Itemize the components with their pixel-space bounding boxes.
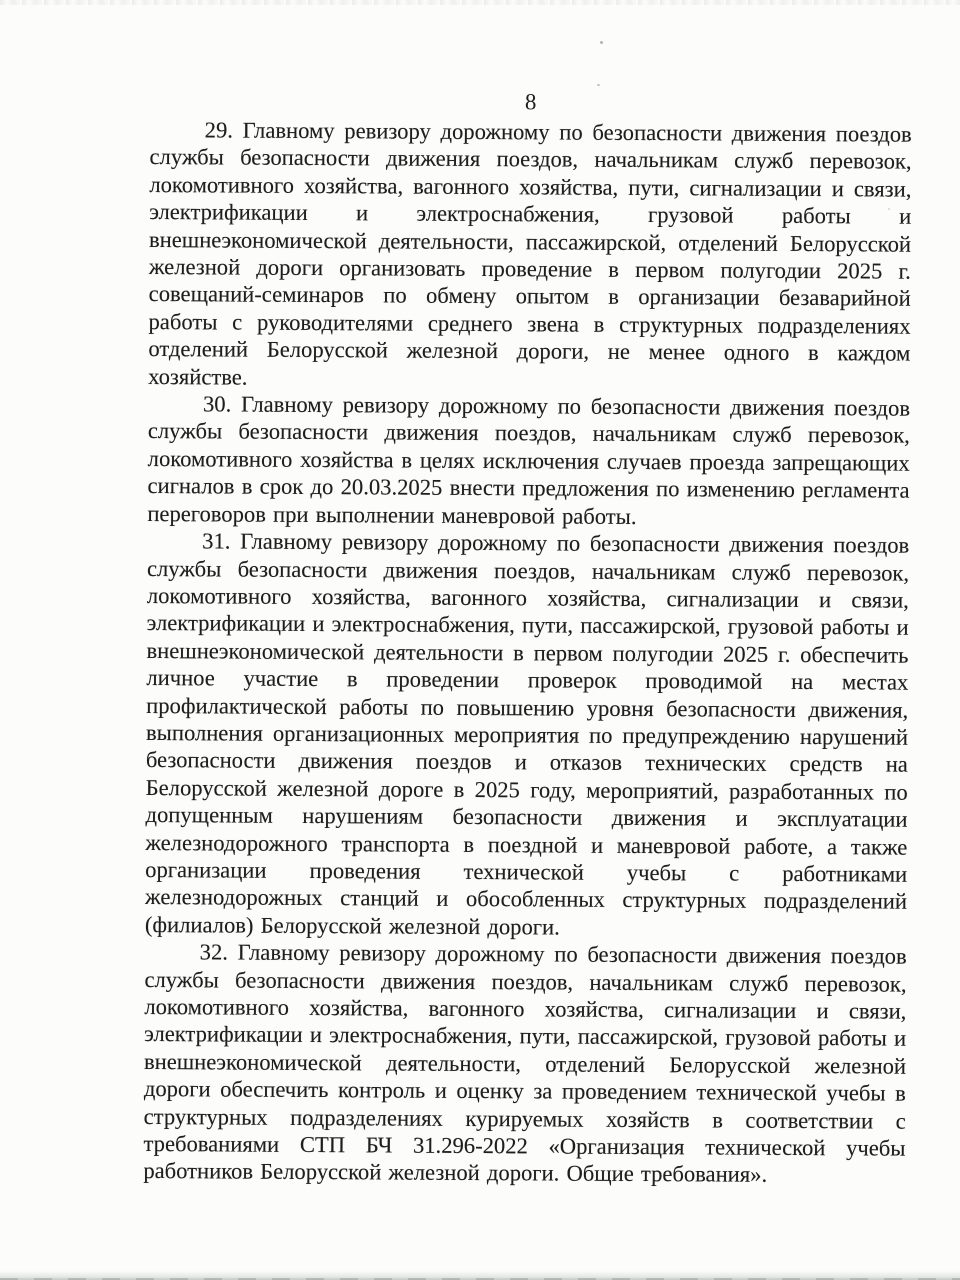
- paragraph-30: 30. Главному ревизору дорожному по безопасности движения поездов службы безопасности движения поездов, начальникам служб перевозок, локомотивного хозяйства в целях исключения случаев проезда запрещающих сигналов в срок до 20.03.2025 внести предложения по изменению регламента переговоров при выполнении маневровой работы.: [147, 391, 911, 529]
- scan-top-noise: [0, 0, 960, 5]
- paragraph-29: 29. Главному ревизору дорожному по безопасности движения поездов службы безопасности движения поездов, начальникам служб перевозок, локомотивного хозяйства, вагонного хозяйства, пути, сигнализации и связи, электрификации и электроснабжения, грузовой работы и внешнеэкономической деятельности, пассажирской, отделений Белорусской железной дороги организовать проведение в первом полугодии 2025 г. совещаний-семинаров по обмену опытом в организации безаварийной работы с руководителями среднего звена в структурных подразделениях отделений Белорусской железной дороги, не менее одного в каждом хозяйстве.: [148, 117, 912, 390]
- scan-bottom-edge: [0, 1271, 960, 1280]
- paragraph-31: 31. Главному ревизору дорожному по безопасности движения поездов службы безопасности движения поездов, начальникам служб перевозок, локомотивного хозяйства, вагонного хозяйства, сигнализации и связи, электрификации и электроснабжения, пути, пассажирской, грузовой работы и внешнеэкономической деятельности в первом полугодии 2025 г. обеспечить личное участие в проведении проверок проводимой на местах профилактической работы по повышению уровня безопасности движения, выполнения организационных мероприятия по предупреждению нарушений безопасности движения поездов и отказов технических средств на Белорусской железной дороге в 2025 году, мероприятий, разработанных по допущенным нарушениям безопасности движения и эксплуатации железнодорожного транспорта в поездной и маневровой работе, а также организации проведения технической учебы с работниками железнодорожных станций и обособленных структурных подразделений (филиалов) Белорусской железной дороги.: [144, 528, 910, 940]
- paragraph-32: 32. Главному ревизору дорожному по безопасности движения поездов службы безопасности движения поездов, начальникам служб перевозок, локомотивного хозяйства, вагонного хозяйства, сигнализации и связи, электрификации и электроснабжения, пути, пассажирской, грузовой работы и внешнеэкономической деятельности, отделений Белорусской железной дороги обеспечить контроль и оценку за проведением технической учебы в структурных подразделениях курируемых хозяйств в соответствии с требованиями СТП БЧ 31.296-2022 «Организация технической учебы работников Белорусской железной дороги. Общие требования».: [143, 939, 907, 1188]
- page-content: [143, 86, 912, 1189]
- scan-speck: [597, 84, 600, 86]
- page-number: 8: [524, 89, 537, 115]
- document-body: [143, 116, 912, 1189]
- scan-speck: [600, 41, 603, 44]
